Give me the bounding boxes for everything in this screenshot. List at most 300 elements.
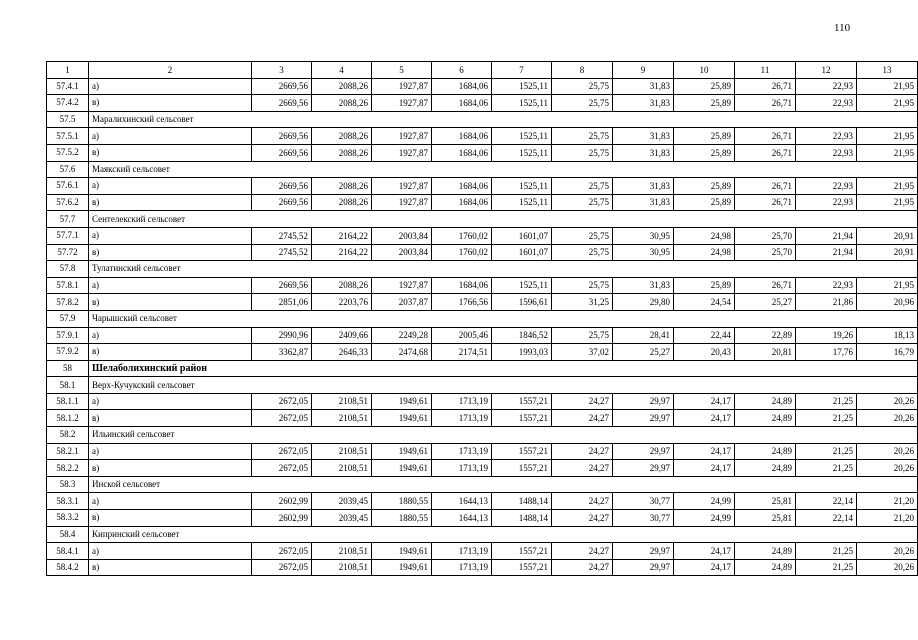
row-code: 57.8 [47, 261, 89, 278]
value-cell: 24,17 [674, 410, 735, 427]
value-cell: 31,83 [613, 178, 674, 195]
value-cell: 29,97 [613, 460, 674, 477]
value-cell: 25,89 [674, 277, 735, 294]
value-cell: 2108,51 [312, 443, 372, 460]
value-cell: 24,98 [674, 244, 735, 261]
section-row [47, 161, 918, 178]
value-cell: 2039,45 [312, 510, 372, 527]
row-code: 58.1.2 [47, 410, 89, 427]
column-header: 5 [372, 62, 432, 79]
value-cell: 1927,87 [372, 144, 432, 161]
value-cell: 22,93 [796, 178, 857, 195]
value-cell: 20,26 [857, 460, 918, 477]
value-cell: 2003,84 [372, 227, 432, 244]
value-cell: 21,95 [857, 277, 918, 294]
value-cell: 25,81 [735, 510, 796, 527]
column-header: 10 [674, 62, 735, 79]
value-cell: 31,25 [552, 294, 613, 311]
value-cell: 21,25 [796, 443, 857, 460]
value-cell: 30,77 [613, 493, 674, 510]
value-cell: 29,97 [613, 410, 674, 427]
row-code: 58.2.2 [47, 460, 89, 477]
value-cell: 24,89 [735, 410, 796, 427]
row-code: 58.2 [47, 427, 89, 444]
section-row [47, 476, 918, 493]
table-row [47, 559, 918, 576]
value-cell: 1525,11 [492, 144, 552, 161]
table-row [47, 227, 918, 244]
value-cell: 24,27 [552, 559, 613, 576]
value-cell: 1949,61 [372, 443, 432, 460]
value-cell: 24,99 [674, 510, 735, 527]
value-cell: 22,93 [796, 95, 857, 112]
row-code: 57.7.1 [47, 227, 89, 244]
value-cell: 21,25 [796, 410, 857, 427]
value-cell: 2037,87 [372, 294, 432, 311]
value-cell: 1684,06 [432, 144, 492, 161]
value-cell: 1949,61 [372, 460, 432, 477]
value-cell: 24,27 [552, 460, 613, 477]
value-cell: 25,89 [674, 144, 735, 161]
value-cell: 22,89 [735, 327, 796, 344]
value-cell: 1684,06 [432, 277, 492, 294]
value-cell: 25,75 [552, 277, 613, 294]
section-title: Ильинский сельсовет [89, 427, 918, 444]
district-title: Шелаболихинский район [89, 360, 918, 377]
row-label: в) [89, 144, 252, 161]
value-cell: 1949,61 [372, 410, 432, 427]
value-cell: 21,95 [857, 144, 918, 161]
value-cell: 2203,76 [312, 294, 372, 311]
section-title: Тулатинский сельсовет [89, 261, 918, 278]
value-cell: 25,89 [674, 78, 735, 95]
value-cell: 24,17 [674, 393, 735, 410]
value-cell: 24,27 [552, 543, 613, 560]
row-label: в) [89, 344, 252, 361]
value-cell: 21,94 [796, 244, 857, 261]
value-cell: 1525,11 [492, 194, 552, 211]
value-cell: 1949,61 [372, 543, 432, 560]
value-cell: 1557,21 [492, 393, 552, 410]
value-cell: 26,71 [735, 194, 796, 211]
table-row [47, 277, 918, 294]
value-cell: 25,75 [552, 144, 613, 161]
table-row [47, 460, 918, 477]
value-cell: 1525,11 [492, 78, 552, 95]
row-code: 58.4.2 [47, 559, 89, 576]
value-cell: 2851,06 [252, 294, 312, 311]
value-cell: 1713,19 [432, 559, 492, 576]
value-cell: 1557,21 [492, 543, 552, 560]
row-label: а) [89, 327, 252, 344]
value-cell: 24,89 [735, 393, 796, 410]
value-cell: 31,83 [613, 78, 674, 95]
row-label: а) [89, 277, 252, 294]
row-label: а) [89, 178, 252, 195]
value-cell: 2164,22 [312, 227, 372, 244]
value-cell: 2669,56 [252, 128, 312, 145]
value-cell: 28,41 [613, 327, 674, 344]
row-label: в) [89, 510, 252, 527]
value-cell: 24,27 [552, 493, 613, 510]
value-cell: 20,26 [857, 393, 918, 410]
value-cell: 16,79 [857, 344, 918, 361]
value-cell: 1557,21 [492, 410, 552, 427]
value-cell: 1927,87 [372, 128, 432, 145]
value-cell: 37,02 [552, 344, 613, 361]
table-body [47, 78, 918, 576]
value-cell: 21,20 [857, 510, 918, 527]
value-cell: 2672,05 [252, 460, 312, 477]
row-code: 57.9 [47, 310, 89, 327]
value-cell: 2088,26 [312, 78, 372, 95]
section-row [47, 377, 918, 394]
value-cell: 24,99 [674, 493, 735, 510]
table-header-row [47, 62, 918, 79]
section-title: Маралихинский сельсовет [89, 111, 918, 128]
value-cell: 26,71 [735, 95, 796, 112]
value-cell: 24,54 [674, 294, 735, 311]
value-cell: 1644,13 [432, 493, 492, 510]
value-cell: 24,89 [735, 559, 796, 576]
value-cell: 20,81 [735, 344, 796, 361]
value-cell: 20,96 [857, 294, 918, 311]
value-cell: 25,27 [735, 294, 796, 311]
value-cell: 22,44 [674, 327, 735, 344]
row-code: 58.4.1 [47, 543, 89, 560]
value-cell: 30,95 [613, 244, 674, 261]
table-row [47, 95, 918, 112]
value-cell: 2108,51 [312, 460, 372, 477]
value-cell: 30,95 [613, 227, 674, 244]
value-cell: 25,27 [613, 344, 674, 361]
value-cell: 31,83 [613, 144, 674, 161]
value-cell: 24,89 [735, 543, 796, 560]
value-cell: 31,83 [613, 128, 674, 145]
column-header: 8 [552, 62, 613, 79]
section-row [47, 427, 918, 444]
column-header: 9 [613, 62, 674, 79]
table-row [47, 543, 918, 560]
tariff-table [46, 61, 918, 576]
section-title: Сентелекский сельсовет [89, 211, 918, 228]
row-code: 57.9.2 [47, 344, 89, 361]
value-cell: 2669,56 [252, 277, 312, 294]
row-code: 57.6.2 [47, 194, 89, 211]
table-row [47, 443, 918, 460]
table-row [47, 510, 918, 527]
value-cell: 1488,14 [492, 493, 552, 510]
value-cell: 25,70 [735, 227, 796, 244]
value-cell: 1525,11 [492, 178, 552, 195]
value-cell: 21,95 [857, 194, 918, 211]
row-code: 57.72 [47, 244, 89, 261]
row-label: в) [89, 410, 252, 427]
value-cell: 21,95 [857, 178, 918, 195]
value-cell: 2108,51 [312, 559, 372, 576]
value-cell: 22,93 [796, 128, 857, 145]
column-header: 12 [796, 62, 857, 79]
value-cell: 2108,51 [312, 543, 372, 560]
value-cell: 1927,87 [372, 277, 432, 294]
value-cell: 21,25 [796, 460, 857, 477]
value-cell: 18,13 [857, 327, 918, 344]
value-cell: 26,71 [735, 144, 796, 161]
value-cell: 2108,51 [312, 410, 372, 427]
value-cell: 21,25 [796, 543, 857, 560]
value-cell: 2088,26 [312, 277, 372, 294]
value-cell: 1927,87 [372, 78, 432, 95]
value-cell: 29,97 [613, 543, 674, 560]
value-cell: 25,75 [552, 327, 613, 344]
value-cell: 25,75 [552, 128, 613, 145]
row-code: 57.6 [47, 161, 89, 178]
value-cell: 2088,26 [312, 178, 372, 195]
value-cell: 1760,02 [432, 227, 492, 244]
value-cell: 19,26 [796, 327, 857, 344]
table-row [47, 393, 918, 410]
value-cell: 26,71 [735, 78, 796, 95]
section-row [47, 261, 918, 278]
value-cell: 2088,26 [312, 144, 372, 161]
value-cell: 2602,99 [252, 493, 312, 510]
value-cell: 1684,06 [432, 178, 492, 195]
value-cell: 24,27 [552, 510, 613, 527]
value-cell: 2005,46 [432, 327, 492, 344]
value-cell: 21,20 [857, 493, 918, 510]
value-cell: 1846,52 [492, 327, 552, 344]
value-cell: 22,93 [796, 277, 857, 294]
value-cell: 2409,66 [312, 327, 372, 344]
table-row [47, 194, 918, 211]
value-cell: 20,43 [674, 344, 735, 361]
value-cell: 1713,19 [432, 443, 492, 460]
value-cell: 1993,03 [492, 344, 552, 361]
row-label: а) [89, 227, 252, 244]
value-cell: 1927,87 [372, 95, 432, 112]
value-cell: 1927,87 [372, 178, 432, 195]
section-row [47, 111, 918, 128]
value-cell: 24,27 [552, 410, 613, 427]
value-cell: 2108,51 [312, 393, 372, 410]
column-header: 3 [252, 62, 312, 79]
value-cell: 1488,14 [492, 510, 552, 527]
value-cell: 1766,56 [432, 294, 492, 311]
table-row [47, 78, 918, 95]
value-cell: 21,95 [857, 95, 918, 112]
value-cell: 29,97 [613, 393, 674, 410]
value-cell: 1760,02 [432, 244, 492, 261]
section-title: Верх-Кучукский сельсовет [89, 377, 918, 394]
value-cell: 22,93 [796, 78, 857, 95]
value-cell: 2602,99 [252, 510, 312, 527]
column-header: 2 [89, 62, 252, 79]
column-header: 6 [432, 62, 492, 79]
row-label: а) [89, 493, 252, 510]
row-code: 57.6.1 [47, 178, 89, 195]
value-cell: 26,71 [735, 128, 796, 145]
value-cell: 2745,52 [252, 244, 312, 261]
value-cell: 21,86 [796, 294, 857, 311]
value-cell: 2088,26 [312, 128, 372, 145]
value-cell: 2672,05 [252, 543, 312, 560]
section-title: Чарышский сельсовет [89, 310, 918, 327]
value-cell: 1713,19 [432, 393, 492, 410]
value-cell: 26,71 [735, 277, 796, 294]
value-cell: 1557,21 [492, 443, 552, 460]
value-cell: 22,14 [796, 493, 857, 510]
value-cell: 1557,21 [492, 460, 552, 477]
value-cell: 22,93 [796, 144, 857, 161]
value-cell: 1644,13 [432, 510, 492, 527]
table-row [47, 327, 918, 344]
row-code: 58.3.2 [47, 510, 89, 527]
row-code: 58.1.1 [47, 393, 89, 410]
value-cell: 2646,33 [312, 344, 372, 361]
value-cell: 2088,26 [312, 194, 372, 211]
value-cell: 17,76 [796, 344, 857, 361]
table-row [47, 294, 918, 311]
column-header: 7 [492, 62, 552, 79]
row-label: в) [89, 194, 252, 211]
value-cell: 24,17 [674, 559, 735, 576]
value-cell: 1949,61 [372, 559, 432, 576]
value-cell: 1684,06 [432, 194, 492, 211]
value-cell: 20,91 [857, 244, 918, 261]
value-cell: 25,89 [674, 95, 735, 112]
value-cell: 20,26 [857, 410, 918, 427]
value-cell: 24,27 [552, 393, 613, 410]
value-cell: 2672,05 [252, 410, 312, 427]
row-label: а) [89, 78, 252, 95]
value-cell: 24,17 [674, 543, 735, 560]
row-label: а) [89, 128, 252, 145]
row-label: в) [89, 294, 252, 311]
row-code: 57.5 [47, 111, 89, 128]
value-cell: 21,25 [796, 393, 857, 410]
value-cell: 26,71 [735, 178, 796, 195]
row-code: 58.4 [47, 526, 89, 543]
value-cell: 29,97 [613, 443, 674, 460]
row-code: 58 [47, 360, 89, 377]
value-cell: 24,17 [674, 443, 735, 460]
row-code: 57.5.2 [47, 144, 89, 161]
value-cell: 20,26 [857, 559, 918, 576]
value-cell: 1596,61 [492, 294, 552, 311]
row-code: 58.3.1 [47, 493, 89, 510]
table-row [47, 493, 918, 510]
value-cell: 22,14 [796, 510, 857, 527]
section-title: Инской сельсовет [89, 476, 918, 493]
value-cell: 2672,05 [252, 443, 312, 460]
value-cell: 1684,06 [432, 128, 492, 145]
row-code: 57.5.1 [47, 128, 89, 145]
value-cell: 25,81 [735, 493, 796, 510]
value-cell: 30,77 [613, 510, 674, 527]
column-header: 1 [47, 62, 89, 79]
value-cell: 2249,28 [372, 327, 432, 344]
district-row [47, 360, 918, 377]
value-cell: 25,89 [674, 178, 735, 195]
table-row [47, 128, 918, 145]
value-cell: 20,26 [857, 443, 918, 460]
value-cell: 1601,07 [492, 227, 552, 244]
value-cell: 1880,55 [372, 510, 432, 527]
section-row [47, 526, 918, 543]
row-code: 58.2.1 [47, 443, 89, 460]
value-cell: 2474,68 [372, 344, 432, 361]
value-cell: 1880,55 [372, 493, 432, 510]
row-code: 58.1 [47, 377, 89, 394]
row-label: в) [89, 95, 252, 112]
value-cell: 1684,06 [432, 95, 492, 112]
value-cell: 2669,56 [252, 178, 312, 195]
row-code: 57.4.1 [47, 78, 89, 95]
value-cell: 1525,11 [492, 95, 552, 112]
value-cell: 2088,26 [312, 95, 372, 112]
value-cell: 1949,61 [372, 393, 432, 410]
value-cell: 24,89 [735, 460, 796, 477]
section-title: Кипринский сельсовет [89, 526, 918, 543]
row-code: 57.8.1 [47, 277, 89, 294]
value-cell: 1713,19 [432, 543, 492, 560]
value-cell: 25,75 [552, 227, 613, 244]
row-label: а) [89, 443, 252, 460]
value-cell: 25,75 [552, 244, 613, 261]
value-cell: 1713,19 [432, 410, 492, 427]
value-cell: 29,97 [613, 559, 674, 576]
value-cell: 3362,87 [252, 344, 312, 361]
column-header: 13 [857, 62, 918, 79]
value-cell: 25,89 [674, 194, 735, 211]
value-cell: 2990,96 [252, 327, 312, 344]
value-cell: 25,75 [552, 78, 613, 95]
value-cell: 2669,56 [252, 78, 312, 95]
row-label: в) [89, 559, 252, 576]
table-row [47, 244, 918, 261]
value-cell: 2672,05 [252, 559, 312, 576]
value-cell: 2672,05 [252, 393, 312, 410]
value-cell: 1684,06 [432, 78, 492, 95]
value-cell: 24,27 [552, 443, 613, 460]
table-row [47, 410, 918, 427]
value-cell: 2039,45 [312, 493, 372, 510]
value-cell: 25,89 [674, 128, 735, 145]
value-cell: 22,93 [796, 194, 857, 211]
value-cell: 20,91 [857, 227, 918, 244]
value-cell: 25,75 [552, 178, 613, 195]
row-label: а) [89, 393, 252, 410]
section-title: Маякский сельсовет [89, 161, 918, 178]
value-cell: 25,75 [552, 95, 613, 112]
value-cell: 1557,21 [492, 559, 552, 576]
value-cell: 1601,07 [492, 244, 552, 261]
value-cell: 2174,51 [432, 344, 492, 361]
value-cell: 31,83 [613, 95, 674, 112]
value-cell: 31,83 [613, 277, 674, 294]
value-cell: 2164,22 [312, 244, 372, 261]
column-header: 4 [312, 62, 372, 79]
value-cell: 24,89 [735, 443, 796, 460]
value-cell: 29,80 [613, 294, 674, 311]
value-cell: 1713,19 [432, 460, 492, 477]
table-row [47, 144, 918, 161]
value-cell: 2669,56 [252, 144, 312, 161]
value-cell: 1525,11 [492, 277, 552, 294]
value-cell: 21,25 [796, 559, 857, 576]
row-code: 57.7 [47, 211, 89, 228]
column-header: 11 [735, 62, 796, 79]
